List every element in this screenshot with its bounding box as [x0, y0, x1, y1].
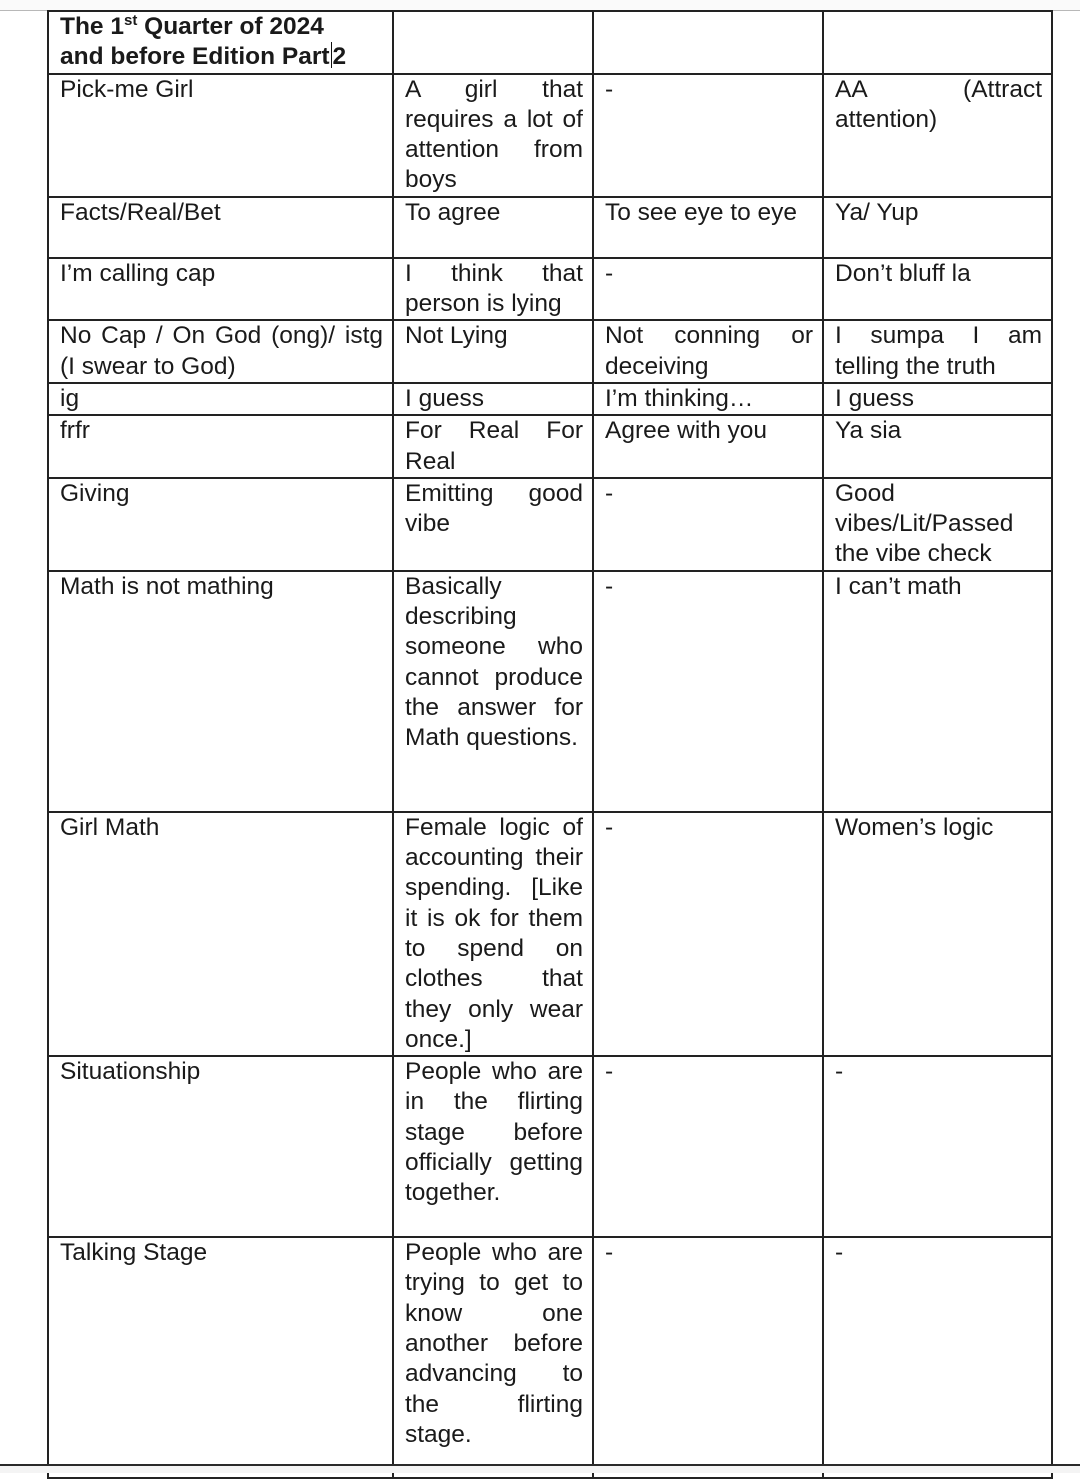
synonym-cell[interactable]: -	[593, 1237, 823, 1478]
synonym-cell[interactable]: To see eye to eye	[593, 197, 823, 258]
page-bottom-edge	[0, 1464, 1080, 1473]
table-row	[48, 197, 1052, 258]
sg-equivalent-cell[interactable]: -	[823, 1237, 1052, 1478]
meaning-cell[interactable]: Basically describing someone who cannot produce the answer for Math questions.	[393, 571, 593, 812]
table-title-empty-cell[interactable]	[593, 11, 823, 74]
meaning-cell[interactable]: I guess	[393, 383, 593, 415]
table-title-cell[interactable]	[48, 11, 393, 74]
sg-equivalent-cell[interactable]: Women’s logic	[823, 812, 1052, 1056]
synonym-cell[interactable]: Agree with you	[593, 415, 823, 478]
sg-equivalent-cell[interactable]: -	[823, 1056, 1052, 1237]
text-cursor	[331, 42, 332, 68]
slang-table	[47, 10, 1053, 1479]
meaning-cell[interactable]: Not Lying	[393, 320, 593, 383]
table-title-empty-cell[interactable]	[393, 11, 593, 74]
sg-equivalent-cell[interactable]: Ya/ Yup	[823, 197, 1052, 258]
table-row	[48, 1056, 1052, 1237]
term-cell[interactable]: No Cap / On God (ong)/ istg (I swear to God)	[48, 320, 393, 383]
table-row	[48, 812, 1052, 1056]
meaning-cell[interactable]: I think that person is lying	[393, 258, 593, 321]
table-row	[48, 258, 1052, 321]
meaning-cell[interactable]: For Real For Real	[393, 415, 593, 478]
table-row	[48, 74, 1052, 197]
sg-equivalent-cell[interactable]: I guess	[823, 383, 1052, 415]
synonym-cell[interactable]: I’m thinking…	[593, 383, 823, 415]
term-cell[interactable]: Math is not mathing	[48, 571, 393, 812]
synonym-cell[interactable]: Not conning or deceiving	[593, 320, 823, 383]
table-row	[48, 571, 1052, 812]
title-line-2: and before Edition Part 2	[60, 43, 347, 71]
table-row	[48, 383, 1052, 415]
meaning-cell[interactable]: Emitting good vibe	[393, 478, 593, 571]
meaning-cell[interactable]: People who are in the flirting stage before officially getting together.	[393, 1056, 593, 1237]
term-cell[interactable]: Situationship	[48, 1056, 393, 1237]
table-row	[48, 320, 1052, 383]
term-cell[interactable]: Giving	[48, 478, 393, 571]
table-row	[48, 478, 1052, 571]
synonym-cell[interactable]: -	[593, 478, 823, 571]
table-title-empty-cell[interactable]	[823, 11, 1052, 74]
title-ordinal-suffix: st	[124, 12, 138, 29]
sg-equivalent-cell[interactable]: Don’t bluff la	[823, 258, 1052, 321]
sg-equivalent-cell[interactable]: I can’t math	[823, 571, 1052, 812]
term-cell[interactable]: I’m calling cap	[48, 258, 393, 321]
table-row	[48, 1237, 1052, 1478]
meaning-cell[interactable]: Female logic of accounting their spending. [Like it is ok for them to spend on clothes that they only wear once.]	[393, 812, 593, 1056]
term-cell[interactable]: Facts/Real/Bet	[48, 197, 393, 258]
term-cell[interactable]: Pick-me Girl	[48, 74, 393, 197]
synonym-cell[interactable]: -	[593, 258, 823, 321]
title-line-1: The 1st Quarter of 2024	[60, 12, 324, 40]
synonym-cell[interactable]: -	[593, 74, 823, 197]
term-cell[interactable]: Talking Stage	[48, 1237, 393, 1478]
meaning-cell[interactable]: A girl that requires a lot of attention from boys	[393, 74, 593, 197]
term-cell[interactable]: Girl Math	[48, 812, 393, 1056]
term-cell[interactable]: frfr	[48, 415, 393, 478]
sg-equivalent-cell[interactable]: Ya sia	[823, 415, 1052, 478]
synonym-cell[interactable]: -	[593, 571, 823, 812]
term-cell[interactable]: ig	[48, 383, 393, 415]
meaning-cell[interactable]: People who are trying to get to know one another before advancing to the flirting stage.	[393, 1237, 593, 1478]
table-title-row	[48, 11, 1052, 74]
synonym-cell[interactable]: -	[593, 1056, 823, 1237]
meaning-cell[interactable]: To agree	[393, 197, 593, 258]
sg-equivalent-cell[interactable]: Good vibes/Lit/Passed the vibe check	[823, 478, 1052, 571]
synonym-cell[interactable]: -	[593, 812, 823, 1056]
table-row	[48, 415, 1052, 478]
sg-equivalent-cell[interactable]: AA (Attract attention)	[823, 74, 1052, 197]
sg-equivalent-cell[interactable]: I sumpa I am telling the truth	[823, 320, 1052, 383]
